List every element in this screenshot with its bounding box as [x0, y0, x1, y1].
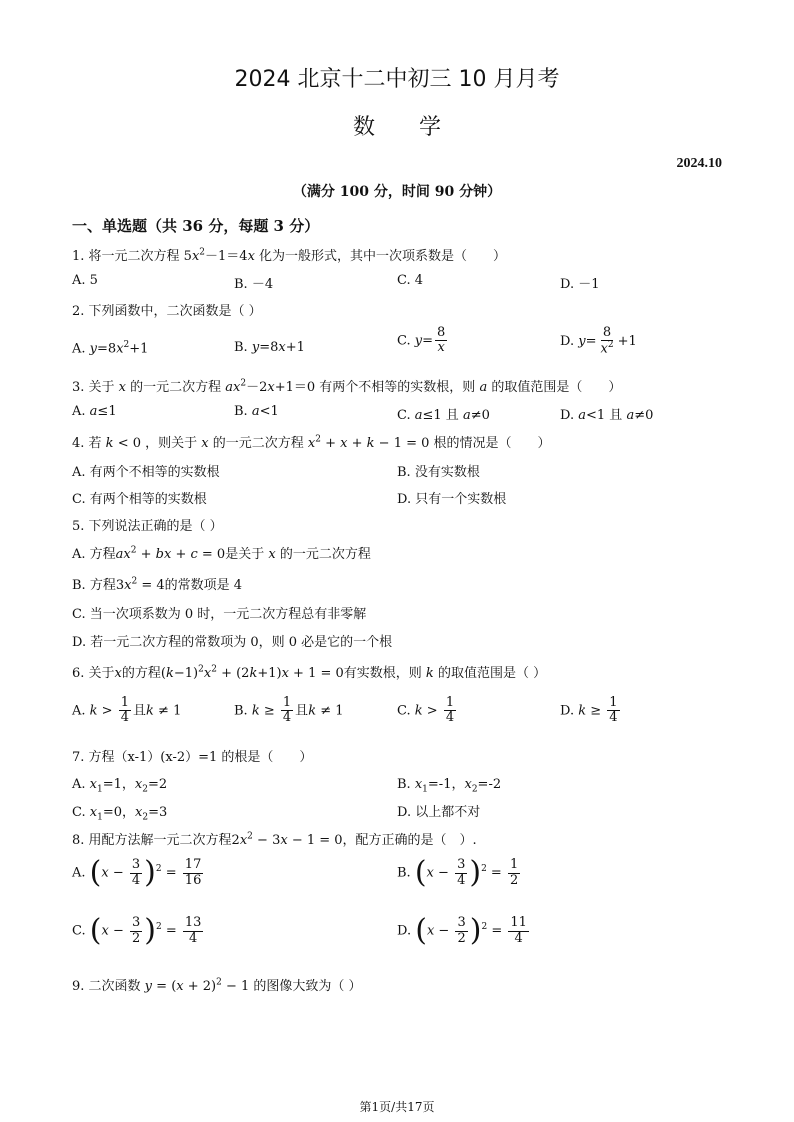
- q7-option-c[interactable]: C. $x_1=0$，$x_2=3$: [72, 805, 168, 823]
- q7-option-d[interactable]: D. 以上都不对: [397, 805, 481, 820]
- question-5-stem: 5. 下列说法正确的是（ ）: [72, 519, 223, 534]
- page-footer: 第1页/共17页: [359, 1100, 435, 1114]
- q4-option-d[interactable]: D. 只有一个实数根: [397, 492, 507, 507]
- q5-option-d[interactable]: D. 若一元二次方程的常数项为 0，则 0 必是它的一个根: [72, 635, 393, 650]
- q8-option-b[interactable]: B. (x − $\frac{3}{4}$ )$^2$ = $\frac{1}{2}$: [397, 855, 519, 890]
- q4-option-a[interactable]: A. 有两个不相等的实数根: [72, 465, 220, 480]
- question-3-stem: 3. 关于 x 的一元二次方程 $ax^2-2x+1=0$ 有两个不相等的实数根，则 a 的取值范围是（ ）: [72, 378, 622, 395]
- q6-option-d[interactable]: D. k ≥ $\frac{1}{4}$: [560, 695, 618, 726]
- exam-date: 2024.10: [676, 156, 722, 171]
- question-8-stem: 8. 用配方法解一元二次方程$2x^2 - 3x - 1 = 0$，配方正确的是（ ）.: [72, 831, 477, 848]
- question-1-stem: 1. 将一元二次方程 $5x^2-1=4x$ 化为一般形式，其中一次项系数是（ ）: [72, 247, 507, 264]
- q7-option-a[interactable]: A. $x_1=1$，$x_2=2$: [72, 777, 168, 795]
- q6-option-c[interactable]: C. k > $\frac{1}{4}$: [397, 695, 455, 726]
- q3-option-d[interactable]: D. a<1 且 a≠0: [560, 408, 654, 423]
- q2-option-b[interactable]: B. y=8x+1: [234, 340, 305, 355]
- q1-option-a[interactable]: A. 5: [72, 273, 98, 288]
- q3-option-b[interactable]: B. a<1: [234, 404, 279, 419]
- question-7-stem: 7. 方程（x-1）(x-2）=1 的根是（ ）: [72, 750, 313, 765]
- q1-option-d[interactable]: D. －1: [560, 277, 600, 292]
- q3-option-c[interactable]: C. a≤1 且 a≠0: [397, 408, 490, 423]
- question-9-stem: 9. 二次函数 $y = (x + 2)^2 - 1$ 的图像大致为（ ）: [72, 977, 362, 994]
- q6-option-b[interactable]: B. k ≥ $\frac{1}{4}$ 且k ≠ 1: [234, 695, 344, 726]
- exam-title: 2024 北京十二中初三 10 月月考: [234, 67, 560, 92]
- q3-option-a[interactable]: A. a≤1: [72, 404, 117, 419]
- question-2-stem: 2. 下列函数中，二次函数是（ ）: [72, 304, 262, 319]
- q2-option-a[interactable]: A. $y=8x^2+1$: [72, 340, 149, 357]
- q2-option-c[interactable]: C. y= $\frac{8}{x}$: [397, 325, 446, 356]
- q8-option-a[interactable]: A. (x − $\frac{3}{4}$ )$^2$ = $\frac{17}{16}$: [72, 855, 202, 890]
- question-4-stem: 4. 若 k < 0 ，则关于 x 的一元二次方程 $x^2 + x + k - 1 = 0$ 根的情况是（ ）: [72, 434, 551, 451]
- q1-option-c[interactable]: C. 4: [397, 273, 424, 288]
- q1-option-b[interactable]: B. －4: [234, 277, 274, 292]
- q5-option-b[interactable]: B. 方程$3x^2 = 4$的常数项是 4: [72, 576, 243, 593]
- q5-option-a[interactable]: A. 方程$ax^2$ + bx + c = 0是关于 x 的一元二次方程: [72, 545, 371, 562]
- question-6-stem: 6. 关于x的方程$(k-1)^2x^2 + (2k+1)x + 1 = 0$有实数根，则 k 的取值范围是（ ）: [72, 664, 547, 681]
- q2-option-d[interactable]: D. y= $\frac{8}{x^2}$ +1: [560, 325, 637, 357]
- q7-option-b[interactable]: B. $x_1=-1$，$x_2=-2$: [397, 777, 502, 795]
- exam-info: （满分 100 分，时间 90 分钟）: [292, 184, 502, 200]
- q5-option-c[interactable]: C. 当一次项系数为 0 时，一元二次方程总有非零解: [72, 607, 367, 622]
- q4-option-b[interactable]: B. 没有实数根: [397, 465, 480, 480]
- q8-option-c[interactable]: C. (x − $\frac{3}{2}$ )$^2$ = $\frac{13}{4}$: [72, 913, 202, 948]
- q6-option-a[interactable]: A. k > $\frac{1}{4}$ 且k ≠ 1: [72, 695, 182, 726]
- section-title: 一、单选题（共 36 分，每题 3 分）: [72, 217, 320, 235]
- q8-option-d[interactable]: D. (x − $\frac{3}{2}$ )$^2$ = $\frac{11}{4}$: [397, 913, 527, 948]
- subject-title: 数 学: [352, 115, 442, 140]
- q4-option-c[interactable]: C. 有两个相等的实数根: [72, 492, 207, 507]
